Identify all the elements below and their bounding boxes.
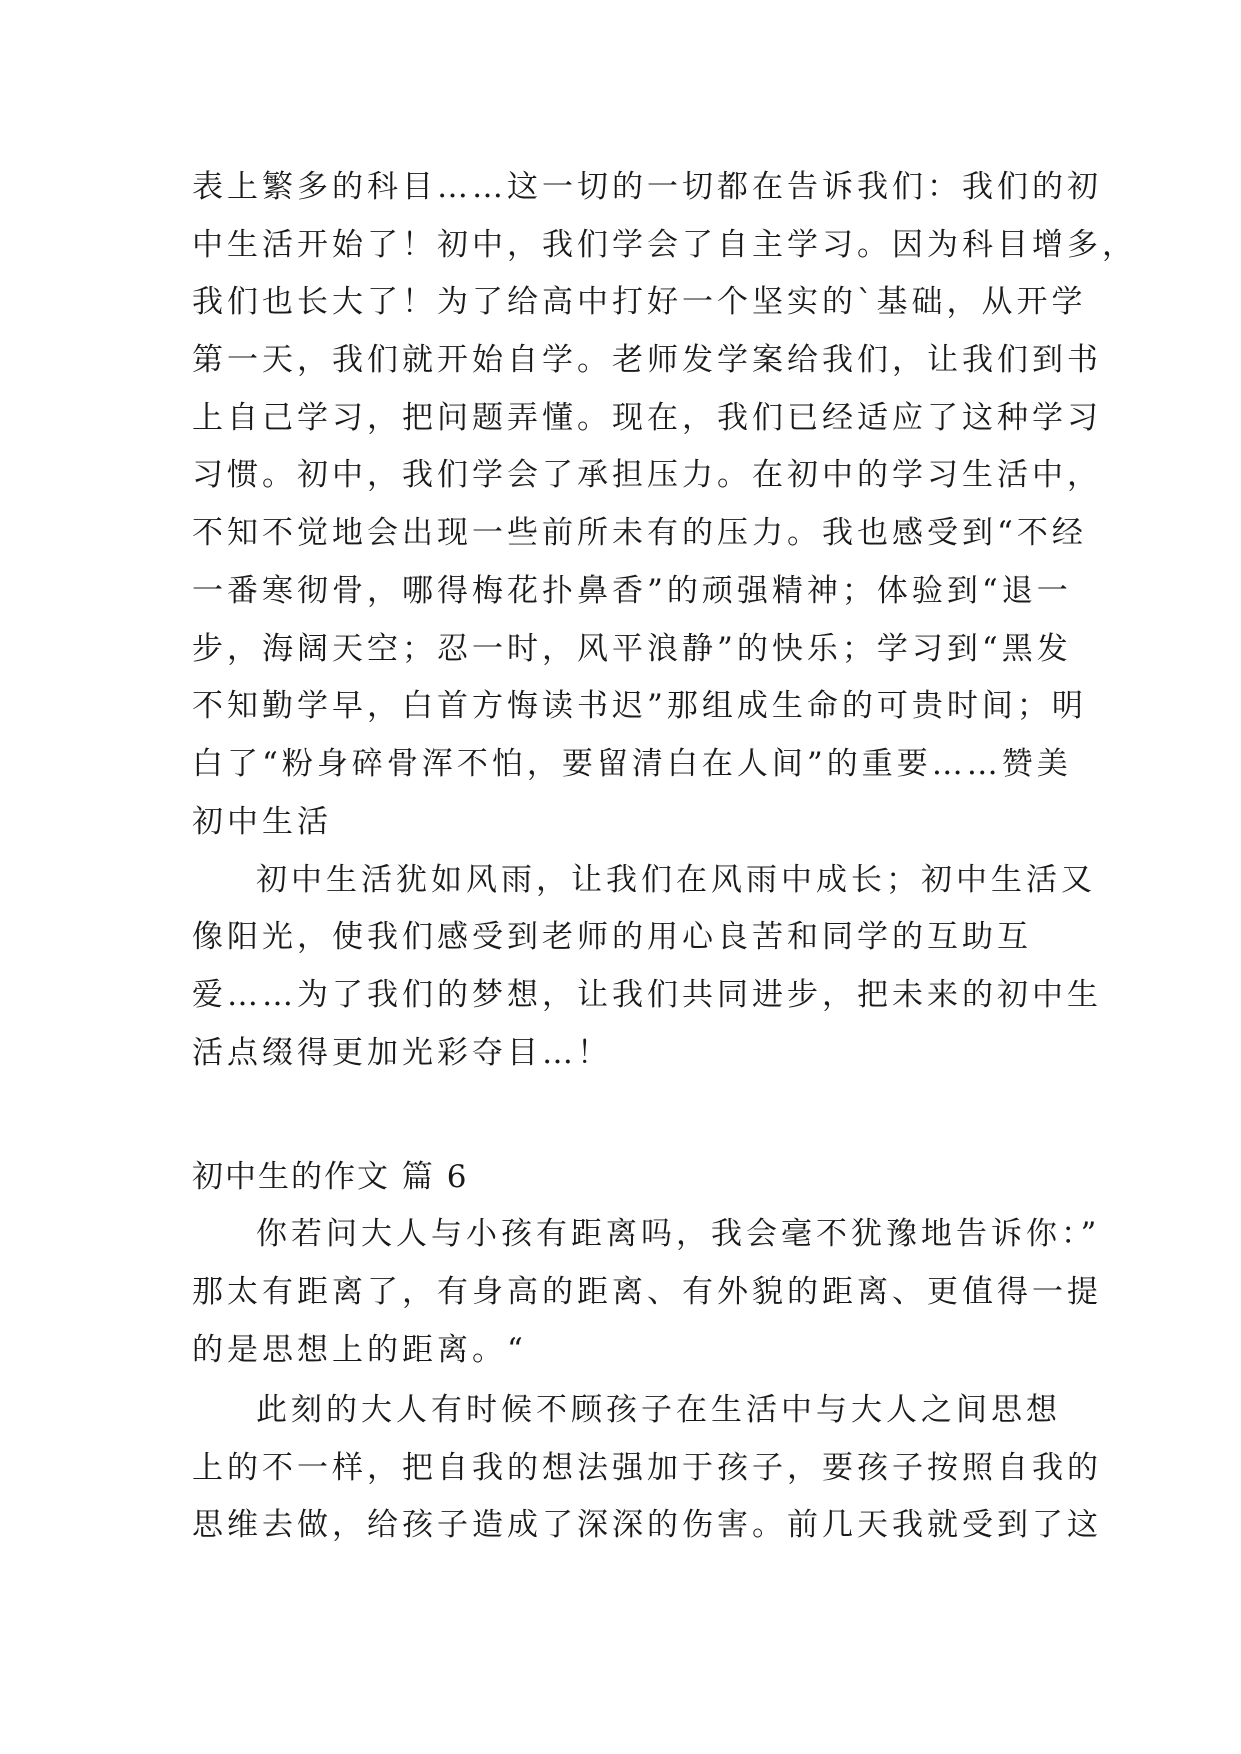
paragraph-2-line-2: 像阳光，使我们感受到老师的用心良苦和同学的互助互 (192, 919, 1032, 955)
paragraph-4-line-3: 思维去做，给孩子造成了深深的伤害。前几天我就受到了这 (192, 1507, 1102, 1543)
paragraph-1-line-7: 不知不觉地会出现一些前所未有的压力。我也感受到“不经 (192, 515, 1087, 551)
paragraph-1-line-5: 上自己学习，把问题弄懂。现在，我们已经适应了这种学习 (192, 400, 1102, 436)
paragraph-1-line-2: 中生活开始了！初中，我们学会了自主学习。因为科目增多， (192, 227, 1137, 263)
paragraph-1-line-8: 一番寒彻骨，哪得梅花扑鼻香”的顽强精神；体验到“退一 (192, 573, 1072, 609)
paragraph-1-line-9: 步，海阔天空；忍一时，风平浪静”的快乐；学习到“黑发 (192, 631, 1072, 667)
paragraph-2-line-4: 活点缀得更加光彩夺目…！ (192, 1035, 612, 1071)
paragraph-3-line-3: 的是思想上的距离。“ (192, 1332, 527, 1368)
paragraph-2-line-1: 初中生活犹如风雨，让我们在风雨中成长；初中生活又 (256, 862, 1096, 898)
paragraph-1-line-3: 我们也长大了！为了给高中打好一个坚实的`基础，从开学 (192, 284, 1087, 320)
paragraph-1-line-1: 表上繁多的科目……这一切的一切都在告诉我们：我们的初 (192, 169, 1102, 205)
paragraph-3-line-1: 你若问大人与小孩有距离吗，我会毫不犹豫地告诉你：” (256, 1216, 1101, 1252)
paragraph-1-line-11: 白了“粉身碎骨浑不怕，要留清白在人间”的重要……赞美 (192, 746, 1072, 782)
paragraph-1-line-12: 初中生活 (192, 804, 332, 840)
paragraph-1-line-10: 不知勤学早，白首方悔读书迟”那组成生命的可贵时间；明 (192, 688, 1087, 724)
paragraph-4-line-2: 上的不一样，把自我的想法强加于孩子，要孩子按照自我的 (192, 1450, 1102, 1486)
section-heading: 初中生的作文 篇 6 (192, 1159, 469, 1195)
paragraph-4-line-1: 此刻的大人有时候不顾孩子在生活中与大人之间思想 (256, 1392, 1061, 1428)
paragraph-1-line-4: 第一天，我们就开始自学。老师发学案给我们，让我们到书 (192, 342, 1102, 378)
paragraph-3-line-2: 那太有距离了，有身高的距离、有外貌的距离、更值得一提 (192, 1274, 1102, 1310)
paragraph-2-line-3: 爱……为了我们的梦想，让我们共同进步，把未来的初中生 (192, 977, 1102, 1013)
paragraph-1-line-6: 习惯。初中，我们学会了承担压力。在初中的学习生活中， (192, 457, 1102, 493)
